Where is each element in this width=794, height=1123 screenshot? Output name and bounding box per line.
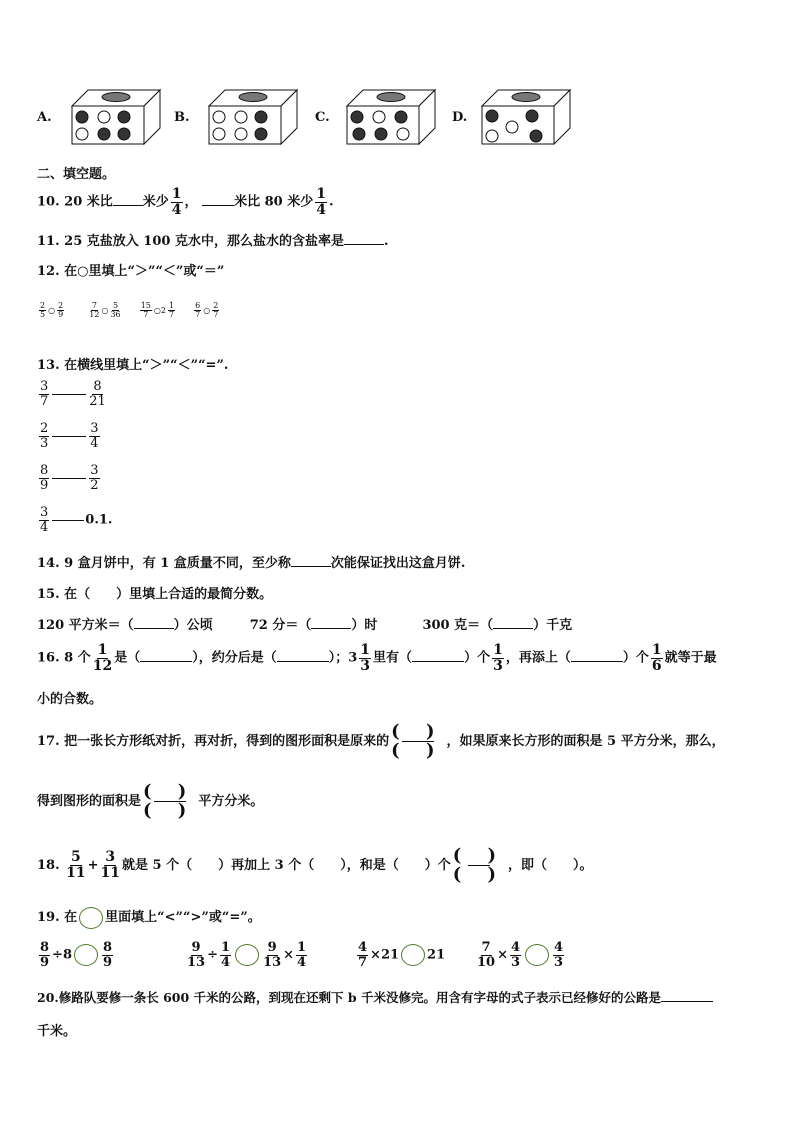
option-b-box-figure — [203, 86, 299, 148]
option-c-label: C. — [315, 110, 330, 125]
q10-text-5: . — [329, 194, 334, 210]
q10-text-4: 米比 80 米少 — [234, 194, 314, 210]
q13-row-1: $\frac{3}{7}$ $\frac{8}{21}$ — [40, 379, 106, 409]
q13-blank-4[interactable] — [52, 519, 84, 521]
question-17: 17. 把一张长方形纸对折，再对折，得到的图形面积是原来的 ( ) ( ) ，如果原来长方形的面积是 5 平方分米，那么， — [37, 721, 725, 761]
question-15 — [37, 583, 272, 602]
q16-blank-1[interactable] — [140, 649, 192, 662]
q12-number: 12. — [37, 264, 60, 279]
option-d-box-figure — [476, 86, 572, 148]
q15-blank-1[interactable] — [134, 616, 174, 629]
q15-item-2-text: 72 分＝（ — [249, 618, 312, 633]
q10-number: 10. — [37, 194, 60, 210]
question-18: 18. $\frac{5}{11}$ + $\frac{3}{11}$ 就是 5 个（ ）再加上 3 个（ ），和是（ ）个 ( ) ( ) ，即（ ）。 — [37, 845, 593, 885]
q13-blank-2[interactable] — [52, 435, 86, 437]
q17-number: 17. — [37, 734, 60, 749]
q10-text-1: 20 米比 — [64, 194, 113, 210]
q15-item-1-text: 120 平方米＝（ — [37, 618, 134, 633]
q19-answer-oval-3[interactable] — [401, 944, 425, 966]
q12-item-3: $\frac{15}{7}$ ○2 $\frac{1}{7}$ — [140, 301, 175, 320]
option-c-box-figure — [341, 86, 437, 148]
q15-number: 15. — [37, 587, 60, 602]
q13-number: 13. — [37, 358, 60, 373]
q15-blank-3[interactable] — [493, 616, 533, 629]
q20-blank[interactable] — [661, 989, 713, 1002]
q19-expression-4: $\frac{7}{10}$ × $\frac{4}{3}$ $\frac{4}{3}$ — [477, 940, 564, 970]
q10-text-2: 米少 — [142, 194, 169, 210]
option-b-label: B. — [174, 110, 190, 125]
question-20: 20.修路队要修一条长 600 千米的公路，到现在还剩下 b 千米没修完。用含有字母的式子表示已经修好的公路是 — [37, 988, 713, 1006]
q19-expression-3: $\frac{4}{7}$ ×21 21 — [358, 940, 446, 970]
question-16: 16. 8 个 $\frac{1}{12}$ 是（ ），约分后是（ ）；3 $\frac{1}{3}$ 里有（ ）个 $\frac{1}{3}$ ，再添上（ ）个 $\frac{1}{6}$ 就等于最 — [37, 642, 717, 674]
q19-expression-1: $\frac{8}{9}$ ÷8 $\frac{8}{9}$ — [40, 940, 113, 970]
question-12 — [37, 260, 224, 279]
q12-item-1: $\frac{2}{5}$ ○ $\frac{2}{9}$ — [40, 301, 64, 320]
q16-blank-2[interactable] — [277, 649, 329, 662]
q14-text-1: 9 盒月饼中，有 1 盒质量不同，至少称 — [64, 556, 291, 571]
q13-blank-1[interactable] — [52, 393, 86, 395]
q16-continuation: 小的合数。 — [37, 692, 103, 707]
q13-row-2: $\frac{2}{3}$ $\frac{3}{4}$ — [40, 421, 99, 451]
q14-text-2: 次能保证找出这盒月饼. — [330, 556, 466, 571]
q10-blank-1[interactable] — [113, 193, 143, 206]
q19-expression-2: $\frac{9}{13}$ ÷ $\frac{1}{4}$ $\frac{9}{13}$ × $\frac{1}{4}$ — [187, 940, 307, 970]
q14-blank[interactable] — [291, 554, 331, 567]
q15-text: 在（ ）里填上合适的最简分数。 — [64, 587, 273, 602]
q10-text-3: ， — [184, 194, 198, 210]
q13-text: 在横线里填上“＞”“＜”“=”. — [64, 358, 229, 373]
q11-number: 11. — [37, 234, 60, 249]
q16-blank-4[interactable] — [571, 649, 623, 662]
q11-text-2: . — [383, 234, 389, 249]
option-a-box-figure — [66, 86, 162, 148]
q17-line-2: 得到图形的面积是 ( ) ( ) 平方分米。 — [37, 781, 264, 821]
q16-blank-3[interactable] — [412, 649, 464, 662]
q12-text: 在○里填上“＞”“＜”或“＝” — [64, 264, 225, 279]
option-d-label: D. — [452, 110, 468, 125]
q13-row-3: $\frac{8}{9}$ $\frac{3}{2}$ — [40, 463, 99, 493]
question-10 — [37, 187, 334, 217]
q12-item-2: $\frac{7}{12}$ ○ $\frac{5}{36}$ — [89, 301, 121, 320]
question-19: 19. 在 里面填上“<”“>”或“=”。 — [37, 906, 261, 929]
q20-number: 20. — [37, 990, 59, 1005]
q15-blank-2[interactable] — [311, 616, 351, 629]
q19-answer-oval-1[interactable] — [74, 944, 98, 966]
q15-item-3-text: 300 克＝（ — [422, 618, 494, 633]
q13-row-4: $\frac{3}{4}$ 0.1. — [40, 505, 113, 535]
q11-text-1: 25 克盐放入 100 克水中，那么盐水的含盐率是 — [64, 234, 344, 249]
q14-number: 14. — [37, 556, 60, 571]
section-title: 二、填空题。 — [37, 167, 116, 182]
q19-answer-oval-4[interactable] — [525, 944, 549, 966]
q15-items: 120 平方米＝（ ）公顷 72 分＝（ ）时 300 克＝（ ）千克 — [37, 618, 573, 633]
option-a-label: A. — [37, 110, 52, 125]
q16-number: 16. — [37, 650, 60, 666]
q19-number: 19. — [37, 910, 60, 925]
q19-example-oval — [79, 907, 103, 929]
q13-blank-3[interactable] — [52, 477, 86, 479]
question-14 — [37, 552, 465, 571]
question-13 — [37, 354, 228, 373]
q19-answer-oval-2[interactable] — [235, 944, 259, 966]
q18-number: 18. — [37, 858, 60, 873]
q10-fraction-2: $\frac{1}{4}$ — [316, 186, 326, 218]
q12-item-4: $\frac{6}{7}$ ○ $\frac{2}{7}$ — [195, 301, 219, 320]
q10-fraction-1: $\frac{1}{4}$ — [171, 186, 182, 218]
q11-blank[interactable] — [344, 232, 384, 245]
q17-answer-fraction-2[interactable]: ( ) ( ) — [143, 781, 197, 821]
q10-blank-2[interactable] — [202, 193, 234, 206]
question-11 — [37, 230, 389, 249]
q20-continuation: 千米。 — [37, 1024, 77, 1039]
q17-answer-fraction-1[interactable]: ( ) ( ) — [391, 721, 445, 761]
q18-answer-fraction[interactable]: ( ) ( ) — [452, 845, 507, 885]
q12-comparisons — [37, 302, 221, 320]
